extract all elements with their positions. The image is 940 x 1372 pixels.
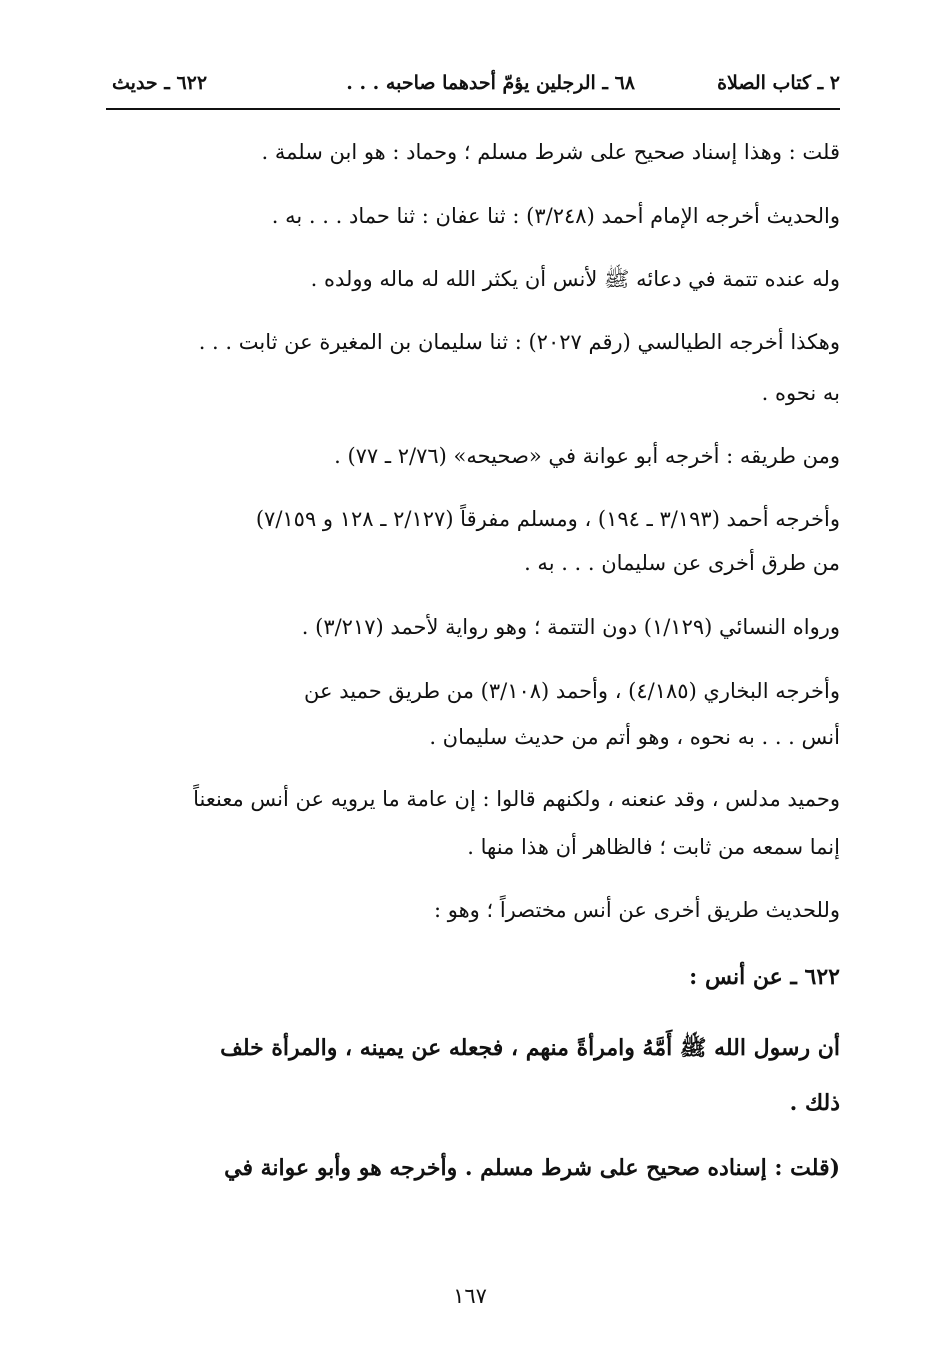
text-line: إنما سمعه من ثابت ؛ فالظاهر أن هذا منها . [467, 835, 840, 859]
hadith-heading: ٦٢٢ ـ عن أنس : [689, 964, 840, 990]
text-line: قلت : وهذا إسناد صحيح على شرط مسلم ؛ وحماد : هو ابن سلمة . [261, 140, 840, 164]
text-line: وللحديث طريق أخرى عن أنس مختصراً ؛ وهو : [434, 898, 840, 922]
text-line: به نحوه . [761, 381, 840, 405]
text-line: والحديث أخرجه الإمام أحمد (٣/٢٤٨) : ثنا عفان : ثنا حماد . . . به . [271, 204, 840, 228]
text-line: وحميد مدلس ، وقد عنعنه ، ولكنهم قالوا : إن عامة ما يرويه عن أنس معنعناً [193, 787, 840, 811]
header-rule [106, 108, 840, 110]
text-line: وهكذا أخرجه الطيالسي (رقم ٢٠٢٧) : ثنا سليمان بن المغيرة عن ثابت . . . [198, 330, 840, 354]
header-chapter: ٢ ـ كتاب الصلاة [717, 72, 840, 94]
text-line: وله عنده تتمة في دعائه ﷺ لأنس أن يكثر الله له ماله وولده . [310, 267, 840, 291]
running-header [106, 72, 840, 104]
text-line: ورواه النسائي (١/١٢٩) دون التتمة ؛ وهو رواية لأحمد (٣/٢١٧) . [301, 615, 840, 639]
header-section-title: ٦٨ ـ الرجلين يؤمّ أحدهما صاحبه . . . [346, 72, 635, 94]
hadith-text-line: (قلت : إسناده صحيح على شرط مسلم . وأخرجه هو وأبو عوانة في [224, 1155, 840, 1181]
text-line: وأخرجه أحمد (٣/١٩٣ ـ ١٩٤) ، ومسلم مفرقاً (٢/١٢٧ ـ ١٢٨ و ٧/١٥٩) [255, 507, 840, 531]
text-line: وأخرجه البخاري (٤/١٨٥) ، وأحمد (٣/١٠٨) من طريق حميد عن [304, 679, 840, 703]
header-hadith-ref: ٦٢٢ ـ حديث [112, 72, 208, 94]
hadith-text-line: أن رسول الله ﷺ أَمَّهُ وامرأةً منهم ، فجعله عن يمينه ، والمرأة خلف [220, 1035, 840, 1061]
page-number: ١٦٧ [453, 1284, 487, 1308]
hadith-text-line: ذلك . [789, 1090, 840, 1116]
text-line: أنس . . . به نحوه ، وهو أتم من حديث سليمان . [429, 725, 840, 749]
text-line: ومن طريقه : أخرجه أبو عوانة في «صحيحه» (٢/٧٦ ـ ٧٧) . [334, 444, 840, 468]
text-line: من طرق أخرى عن سليمان . . . به . [524, 551, 840, 575]
